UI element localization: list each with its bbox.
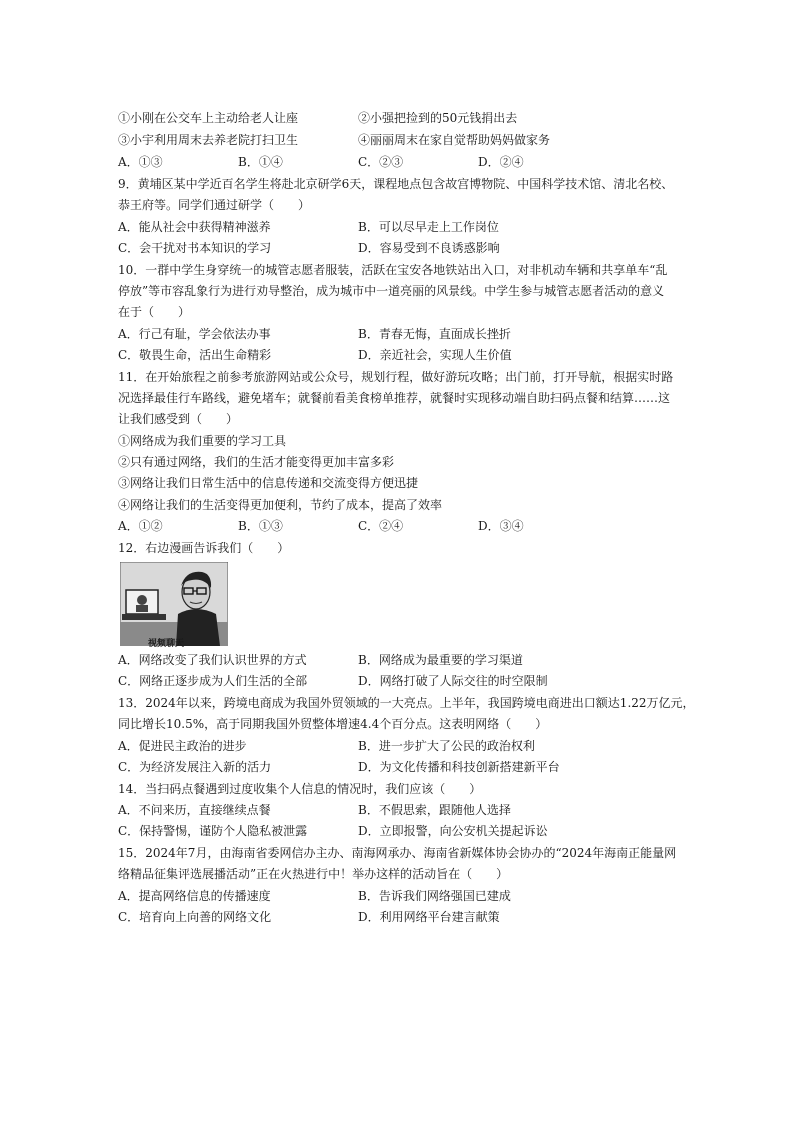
q15-choice-d[interactable]: D．利用网络平台建言献策 <box>358 910 500 924</box>
q8-choice-b[interactable]: B．①④ <box>238 155 283 169</box>
q15-stem-line-1: 15．2024年7月，由海南省委网信办主办、南海网承办、海南省新媒体协会协办的“2024年海南正能量网 <box>118 846 677 860</box>
screen-body <box>136 605 148 612</box>
q8-choice-c[interactable]: C．②③ <box>358 155 404 169</box>
q9-stem-line-1: 9．黄埔区某中学近百名学生将赴北京研学6天，课程地点包含故宫博物院、中国科学技术馆、清北名校、 <box>118 177 674 191</box>
q15-choice-c[interactable]: C．培育向上向善的网络文化 <box>118 910 272 924</box>
q14-choice-d[interactable]: D．立即报警，向公安机关提起诉讼 <box>358 824 548 838</box>
q11-statement-4: ④网络让我们的生活变得更加便利，节约了成本，提高了效率 <box>118 498 443 512</box>
q8-choice-d[interactable]: D．②④ <box>478 155 524 169</box>
q13-choice-b[interactable]: B．进一步扩大了公民的政治权利 <box>358 739 535 753</box>
q8-statement-3: ③小宇利用周末去养老院打扫卫生 <box>118 133 299 147</box>
q10-choice-d[interactable]: D．亲近社会，实现人生价值 <box>358 348 512 362</box>
q13-choice-d[interactable]: D．为文化传播和科技创新搭建新平台 <box>358 760 560 774</box>
q11-statement-2: ②只有通过网络，我们的生活才能变得更加丰富多彩 <box>118 455 395 469</box>
q8-statement-2: ②小强把捡到的50元钱捐出去 <box>358 111 518 125</box>
q13-choice-c[interactable]: C．为经济发展注入新的活力 <box>118 760 272 774</box>
q8-choice-a[interactable]: A．①③ <box>118 155 163 169</box>
q11-choice-d[interactable]: D．③④ <box>478 519 524 533</box>
q13-stem-line-2: 同比增长10.5%，高于同期我国外贸整体增速4.4个百分点。这表明网络（ ） <box>118 717 548 731</box>
q11-statement-1: ①网络成为我们重要的学习工具 <box>118 434 287 448</box>
cartoon-caption: 视频聊天 <box>148 639 185 649</box>
q11-statement-3: ③网络让我们日常生活中的信息传递和交流变得方便迅捷 <box>118 476 419 490</box>
q12-stem: 12．右边漫画告诉我们（ ） <box>118 541 290 555</box>
q14-choice-b[interactable]: B．不假思索，跟随他人选择 <box>358 803 511 817</box>
laptop-base <box>122 614 166 620</box>
q9-choice-a[interactable]: A．能从社会中获得精神滋养 <box>118 220 271 234</box>
q15-choice-b[interactable]: B．告诉我们网络强国已建成 <box>358 889 511 903</box>
video-chat-cartoon <box>120 562 228 646</box>
q12-choice-d[interactable]: D．网络打破了人际交往的时空限制 <box>358 674 548 688</box>
q14-stem: 14．当扫码点餐遇到过度收集个人信息的情况时，我们应该（ ） <box>118 782 482 796</box>
q9-stem-line-2: 恭王府等。同学们通过研学（ ） <box>118 198 311 212</box>
q9-choice-d[interactable]: D．容易受到不良诱惑影响 <box>358 241 500 255</box>
q9-choice-b[interactable]: B．可以尽早走上工作岗位 <box>358 220 499 234</box>
q8-statement-1: ①小刚在公交车上主动给老人让座 <box>118 111 299 125</box>
q9-choice-c[interactable]: C．会干扰对书本知识的学习 <box>118 241 272 255</box>
q15-stem-line-2: 络精品征集评选展播活动”正在火热进行中！举办这样的活动旨在（ ） <box>118 867 509 881</box>
q12-choice-a[interactable]: A．网络改变了我们认识世界的方式 <box>118 653 307 667</box>
q11-stem-line-2: 况选择最佳行车路线，避免堵车；就餐前看美食榜单推荐，就餐时实现移动端自助扫码点餐和结算……这 <box>118 391 671 405</box>
q8-statement-4: ④丽丽周末在家自觉帮助妈妈做家务 <box>358 133 551 147</box>
q12-choice-b[interactable]: B．网络成为最重要的学习渠道 <box>358 653 523 667</box>
q13-stem-line-1: 13．2024年以来，跨境电商成为我国外贸领域的一大亮点。上半年，我国跨境电商进出口额达1.22万亿元， <box>118 696 695 710</box>
q11-choice-a[interactable]: A．①② <box>118 519 163 533</box>
q11-choice-b[interactable]: B．①③ <box>238 519 283 533</box>
q14-choice-a[interactable]: A．不问来历，直接继续点餐 <box>118 803 271 817</box>
q10-choice-a[interactable]: A．行己有耻，学会依法办事 <box>118 327 271 341</box>
q15-choice-a[interactable]: A．提高网络信息的传播速度 <box>118 889 271 903</box>
q12-choice-c[interactable]: C．网络正逐步成为人们生活的全部 <box>118 674 308 688</box>
q10-stem-line-1: 10．一群中学生身穿统一的城管志愿者服装，活跃在宝安各地铁站出入口，对非机动车辆和共享单车“乱 <box>118 263 668 277</box>
q13-choice-a[interactable]: A．促进民主政治的进步 <box>118 739 247 753</box>
screen-face <box>137 595 147 605</box>
q10-choice-c[interactable]: C．敬畏生命，活出生命精彩 <box>118 348 272 362</box>
q14-choice-c[interactable]: C．保持警惕，谨防个人隐私被泄露 <box>118 824 308 838</box>
q10-stem-line-2: 停放”等市容乱象行为进行劝导整治，成为城市中一道亮丽的风景线。中学生参与城管志愿者活动的意义 <box>118 284 665 298</box>
q11-choice-c[interactable]: C．②④ <box>358 519 404 533</box>
q10-choice-b[interactable]: B．青春无悔，直面成长挫折 <box>358 327 511 341</box>
q11-stem-line-1: 11．在开始旅程之前参考旅游网站或公众号，规划行程，做好游玩攻略；出门前，打开导航，根据实时路 <box>118 370 674 384</box>
q10-stem-line-3: 在于（ ） <box>118 305 191 319</box>
q11-stem-line-3: 让我们感受到（ ） <box>118 412 239 426</box>
